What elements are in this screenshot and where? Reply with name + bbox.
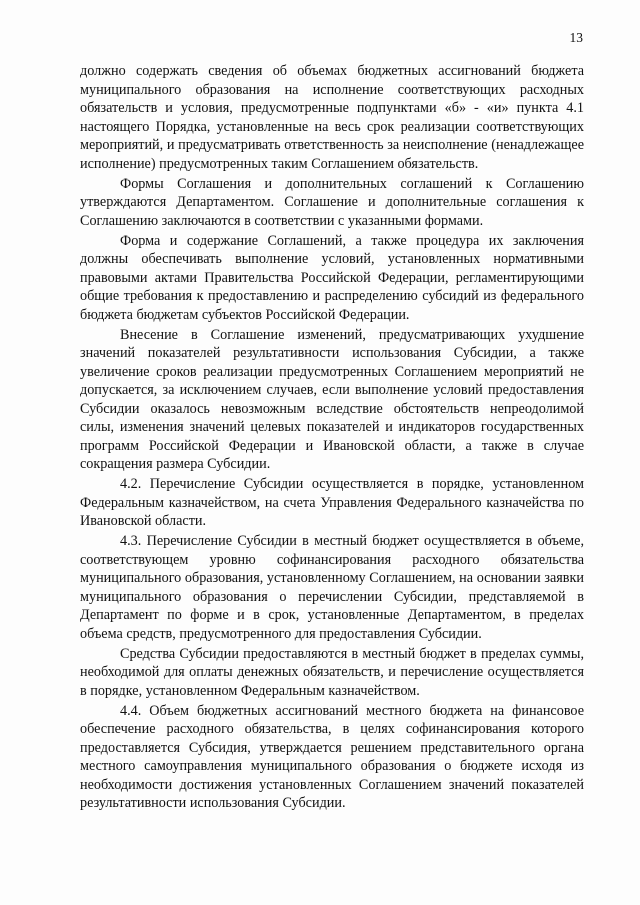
paragraph: Средства Субсидии предоставляются в местный бюджет в пределах суммы, необходимой для оплаты денежных обязательств, и перечисление осуществляется в порядке, установленном Федеральным казначейством. xyxy=(80,645,584,699)
paragraph: должно содержать сведения об объемах бюджетных ассигнований бюджета муниципального образования на исполнение соответствующих расходных обязательств и условия, предусмотренные подпунктами «б» - «и» пункта 4.1 настоящего Порядка, установленные на весь срок реализации соответствующих мероприятий, и предусматривать ответственность за неисполнение (ненадлежащее исполнение) предусмотренных таким Соглашением обязательств. xyxy=(80,63,584,172)
paragraph: Формы Соглашения и дополнительных соглашений к Соглашению утверждаются Департаментом. Соглашение и дополнительные соглашения к Соглашению заключаются в соответствии с указанными формами. xyxy=(80,175,584,229)
paragraph: 4.2. Перечисление Субсидии осуществляется в порядке, установленном Федеральным казначейством, на счета Управления Федерального казначейства по Ивановской области. xyxy=(80,476,584,529)
document-body xyxy=(80,62,584,814)
paragraph: 4.4. Объем бюджетных ассигнований местного бюджета на финансовое обеспечение расходного обязательства, в целях софинансирования которого предоставляется Субсидия, утверждается решением представительного органа местного самоуправления муниципального образования о бюджете исходя из необходимости достижения установленных Соглашением значений показателей результативности использования Субсидии. xyxy=(80,702,584,811)
paragraph: Внесение в Соглашение изменений, предусматривающих ухудшение значений показателей результативности использования Субсидии, а также увеличение сроков реализации предусмотренных Соглашением мероприятий не допускается, за исключением случаев, если выполнение условий предоставления Субсидии оказалось невозможным вследствие обстоятельств непреодолимой силы, изменения значений целевых показателей и индикаторов государственных программ Российской Федерации и Ивановской области, а также в случае сокращения размера Субсидии. xyxy=(80,326,584,472)
paragraph: 4.3. Перечисление Субсидии в местный бюджет осуществляется в объеме, соответствующем уровню софинансирования расходного обязательства муниципального образования, установленному Соглашением, на основании заявки муниципального образования о перечислении Субсидии, представляемой в Департамент по форме и в срок, установленные Департаментом, в пределах объема средств, предусмотренного для предоставления Субсидии. xyxy=(80,533,584,642)
paragraph: Форма и содержание Соглашений, а также процедура их заключения должны обеспечивать выполнение условий, установленных нормативными правовыми актами Правительства Российской Федерации, регламентирующими общие требования к предоставлению и распределению субсидий из федерального бюджета бюджетам субъектов Российской Федерации. xyxy=(80,232,584,323)
page-number: 13 xyxy=(569,30,583,45)
